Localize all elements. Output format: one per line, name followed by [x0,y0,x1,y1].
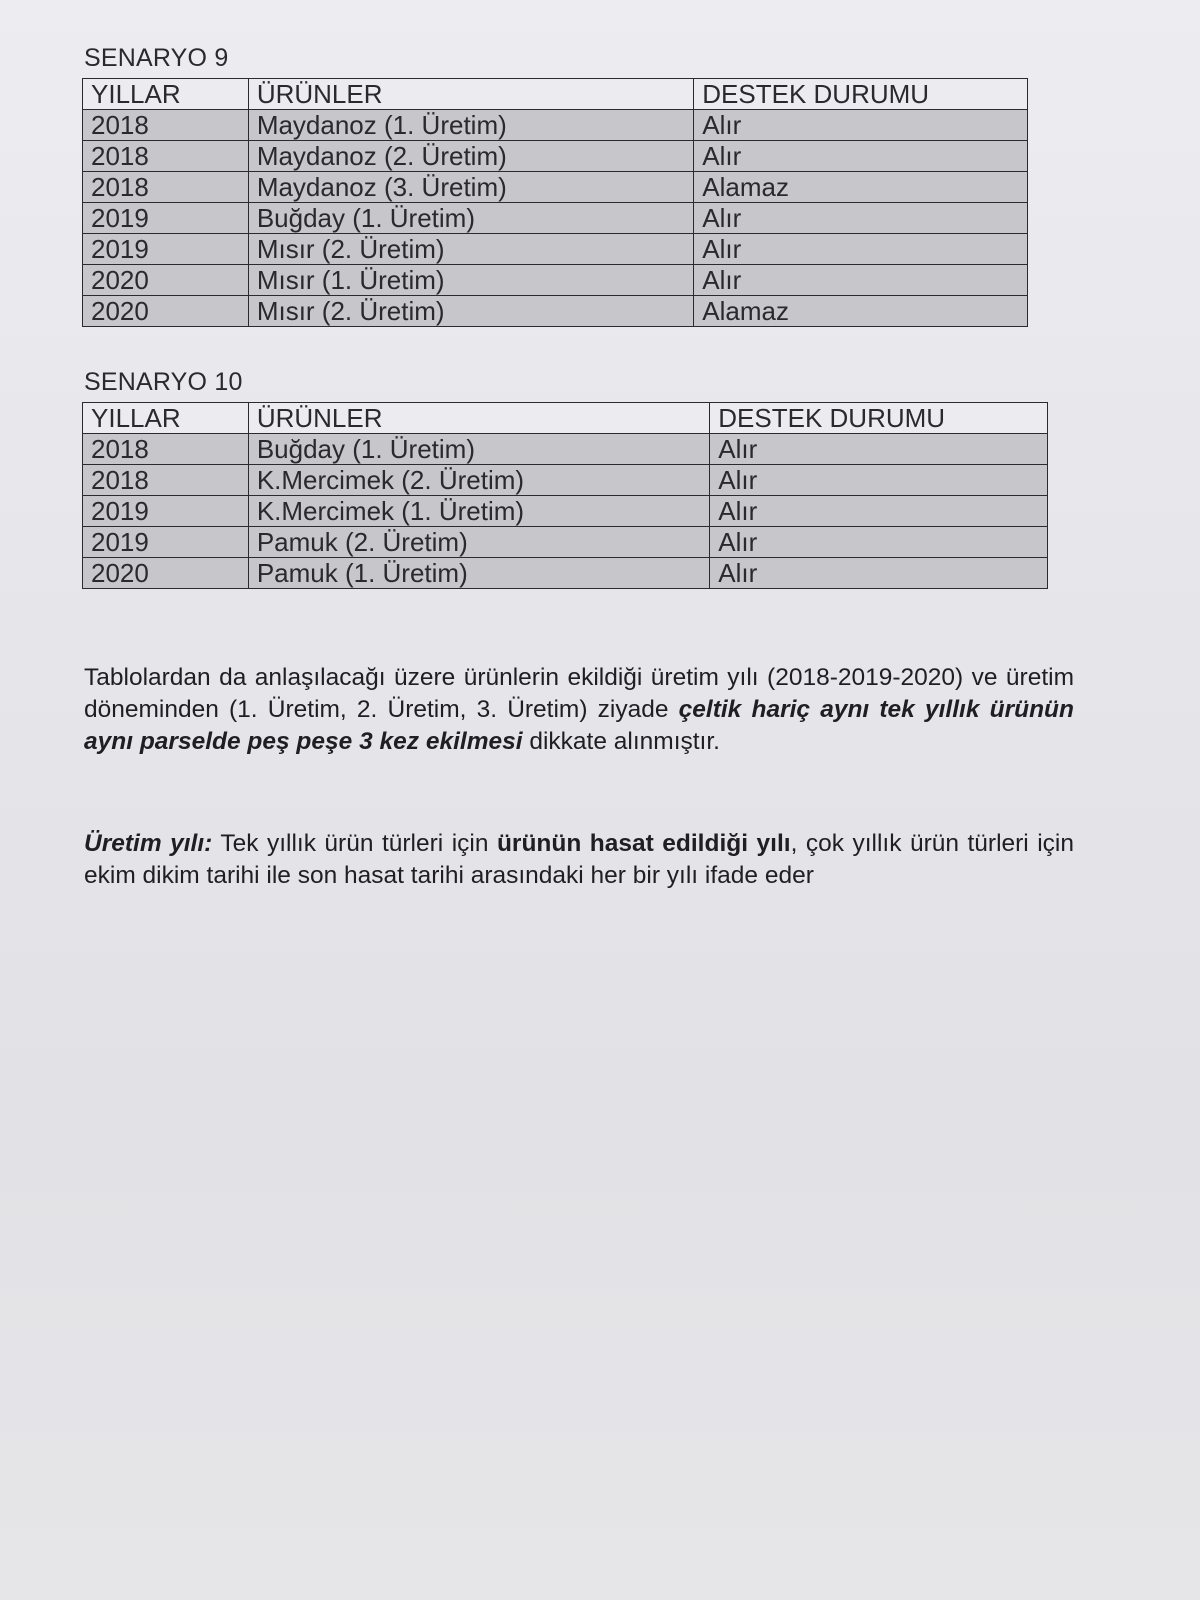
cell-year: 2020 [83,558,249,589]
definition-label: Üretim yılı: [84,830,213,857]
header-years: YILLAR [83,403,249,434]
cell-product: Maydanoz (3. Üretim) [248,172,693,203]
table-row [83,110,1028,141]
header-products: ÜRÜNLER [248,79,693,110]
cell-year: 2018 [83,172,249,203]
header-years: YILLAR [83,79,249,110]
table-header-row [83,79,1028,110]
table-header-row [83,403,1048,434]
scenario-9-table [82,78,1028,327]
cell-year: 2020 [83,296,249,327]
cell-year: 2019 [83,234,249,265]
table-row [83,527,1048,558]
cell-product: Mısır (1. Üretim) [248,265,693,296]
cell-product: Maydanoz (1. Üretim) [248,110,693,141]
cell-year: 2019 [83,527,249,558]
table-row [83,558,1048,589]
paragraph-text-end: dikkate alınmıştır. [522,728,720,755]
scenario-9-title: SENARYO 9 [84,44,229,72]
cell-product: Buğday (1. Üretim) [248,203,693,234]
cell-year: 2018 [83,141,249,172]
cell-support: Alır [710,434,1048,465]
table-row [83,265,1028,296]
explanation-paragraph [84,662,1074,758]
scenario-10-table [82,402,1048,589]
table-row [83,141,1028,172]
cell-support: Alır [710,465,1048,496]
cell-support: Alır [694,265,1028,296]
cell-support: Alır [694,141,1028,172]
header-products: ÜRÜNLER [248,403,709,434]
table-row [83,172,1028,203]
table-row [83,465,1048,496]
cell-product: K.Mercimek (1. Üretim) [248,496,709,527]
table-row [83,234,1028,265]
cell-product: Maydanoz (2. Üretim) [248,141,693,172]
cell-product: Mısır (2. Üretim) [248,234,693,265]
cell-support: Alır [694,203,1028,234]
table-row [83,203,1028,234]
cell-year: 2019 [83,203,249,234]
cell-year: 2018 [83,110,249,141]
cell-year: 2018 [83,434,249,465]
table-row [83,434,1048,465]
scenario-10-title: SENARYO 10 [84,368,243,396]
header-support-status: DESTEK DURUMU [694,79,1028,110]
cell-support: Alır [694,110,1028,141]
table-row [83,496,1048,527]
cell-year: 2020 [83,265,249,296]
cell-support: Alır [710,527,1048,558]
paragraph-text: Tablolardan da anlaşılacağı üzere ürünlerin ekildiği üretim yılı (2018-2019-2020) ve üretim döneminden (1. Üretim, 2. Üretim, 3. Üretim) ziyade [84,664,1074,723]
definition-text-end: , çok yıllık ürün türleri için ekim dikim tarihi ile son hasat tarihi arasındaki her bir yılı ifade eder [84,830,1074,889]
definition-paragraph [84,828,1074,892]
cell-support: Alamaz [694,172,1028,203]
cell-support: Alır [694,234,1028,265]
cell-product: Pamuk (2. Üretim) [248,527,709,558]
definition-text: Tek yıllık ürün türleri için [212,830,497,857]
cell-support: Alır [710,496,1048,527]
cell-year: 2019 [83,496,249,527]
cell-year: 2018 [83,465,249,496]
definition-emphasis: ürünün hasat edildiği yılı [496,830,791,857]
paragraph-emphasis: çeltik hariç aynı tek yıllık ürünün aynı parselde peş peşe 3 kez ekilmesi [84,696,1074,755]
cell-product: Mısır (2. Üretim) [248,296,693,327]
table-row [83,296,1028,327]
cell-product: Buğday (1. Üretim) [248,434,709,465]
cell-support: Alamaz [694,296,1028,327]
cell-support: Alır [710,558,1048,589]
cell-product: K.Mercimek (2. Üretim) [248,465,709,496]
cell-product: Pamuk (1. Üretim) [248,558,709,589]
header-support-status: DESTEK DURUMU [710,403,1048,434]
